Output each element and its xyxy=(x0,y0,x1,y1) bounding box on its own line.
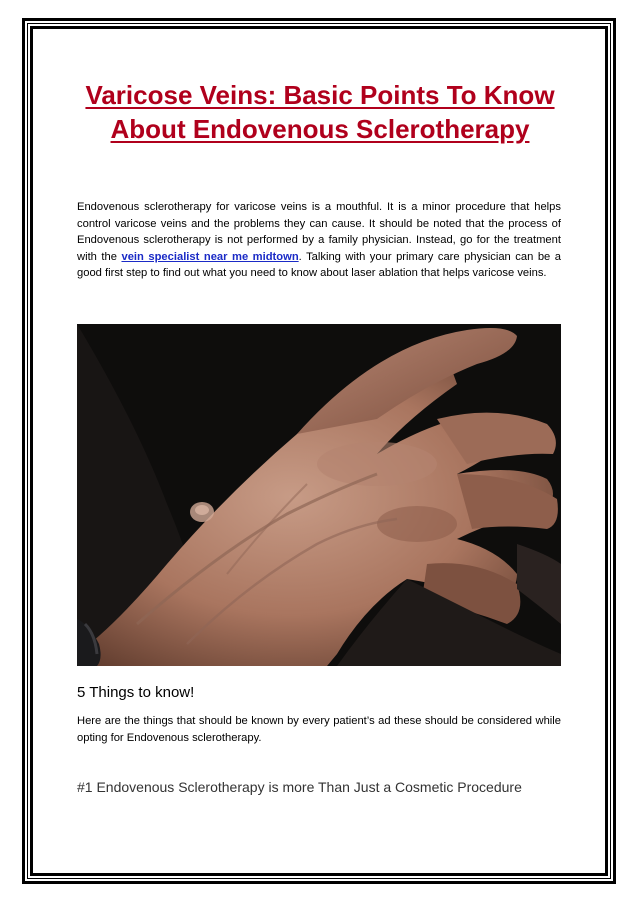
hand-photo-icon xyxy=(77,324,561,666)
document-title: Varicose Veins: Basic Points To Know About Endovenous Sclerotherapy xyxy=(85,80,555,144)
intro-paragraph xyxy=(77,199,561,282)
vein-specialist-link[interactable]: vein specialist near me midtown xyxy=(121,250,299,263)
section-paragraph: Here are the things that should be known by every patient’s ad these should be considered while opting for Endovenous sclerotherapy. xyxy=(77,715,561,744)
intro-text-after-link: . Talking with your primary care physician can be a good first step to find out what you need to know about laser ablation that helps varicose veins. xyxy=(77,250,561,279)
intro-text-before-link: Endovenous sclerotherapy for varicose veins is a mouthful. It is a minor procedure that helps control varicose veins and the problems they can cause. It should be noted that the process of Endovenous sclerotherapy is not performed by a family physician. Instead, go for the treatment with the xyxy=(77,201,561,263)
hand-veins-photo xyxy=(77,324,561,666)
section-heading: 5 Things to know! xyxy=(77,684,195,701)
item-1-heading: #1 Endovenous Sclerotherapy is more Than Just a Cosmetic Procedure xyxy=(77,779,522,795)
